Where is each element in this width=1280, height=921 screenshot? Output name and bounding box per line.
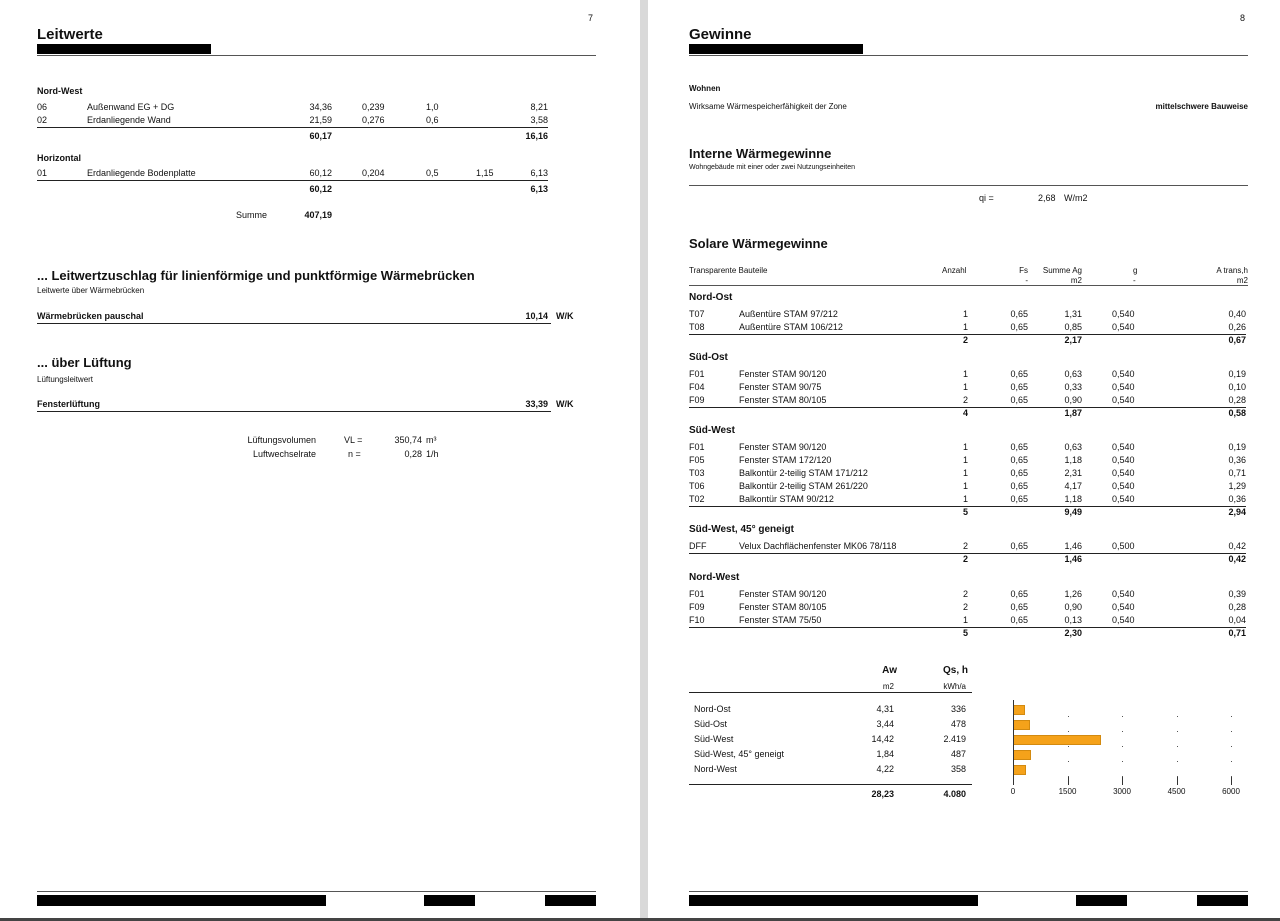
axis-tick	[1231, 777, 1232, 785]
summary-aw: 4,31	[876, 704, 894, 714]
sum-total-aw: 28,23	[871, 789, 894, 799]
sum-total-qs: 4.080	[943, 789, 966, 799]
row-name: Erdanliegende Bodenplatte	[87, 168, 196, 178]
grid-dot	[1177, 776, 1178, 777]
page-7	[0, 0, 640, 918]
row-count: 2	[962, 395, 968, 405]
row-name: Fenster STAM 80/105	[739, 602, 827, 612]
row-code: F09	[689, 395, 705, 405]
grid-dot	[1122, 761, 1123, 762]
page-8	[648, 0, 1280, 918]
row-g: 0,540	[1112, 455, 1135, 465]
grid-dot	[1122, 776, 1123, 777]
group-total-ag: 1,46	[1064, 554, 1082, 564]
row-code: T06	[689, 481, 705, 491]
row-code: F05	[689, 455, 705, 465]
row-area: 21,59	[309, 115, 332, 125]
row-name: Fenster STAM 90/120	[739, 369, 827, 379]
col-header-ag-unit: m2	[1070, 276, 1082, 285]
summary-qs: 2.419	[943, 734, 966, 744]
row-code: F04	[689, 382, 705, 392]
divider	[37, 127, 548, 128]
air-change-value: 0,28	[404, 449, 422, 459]
row-label: Wärmebrücken pauschal	[37, 311, 144, 321]
section-title: Solare Wärmegewinne	[689, 236, 828, 251]
grid-dot	[1177, 731, 1178, 732]
col-header-g: g	[1133, 266, 1138, 275]
page-title: Leitwerte	[37, 26, 103, 43]
grid-dot	[1231, 761, 1232, 762]
footer-divider	[37, 891, 596, 892]
volume-unit: m³	[426, 435, 437, 445]
col-header-ag: Summe Ag	[1042, 266, 1082, 275]
grid-dot	[1231, 716, 1232, 717]
group-total-count: 4	[962, 408, 968, 418]
summary-qs: 487	[950, 749, 966, 759]
divider	[689, 692, 972, 693]
row-code: T08	[689, 322, 705, 332]
footer-divider	[689, 891, 1248, 892]
row-fs: 0,65	[1010, 309, 1028, 319]
row-count: 2	[962, 602, 968, 612]
group-total-area: 60,17	[309, 131, 332, 141]
row-leitwert: 8,21	[530, 102, 548, 112]
air-change-unit: 1/h	[426, 449, 439, 459]
summary-orientation: Nord-Ost	[694, 704, 731, 714]
row-name: Fenster STAM 90/120	[739, 442, 827, 452]
grid-dot	[1068, 746, 1069, 747]
row-fs: 0,65	[1010, 481, 1028, 491]
row-fs: 0,65	[1010, 455, 1028, 465]
group-total-ag: 2,17	[1064, 335, 1082, 345]
row-name: Außenwand EG + DG	[87, 102, 175, 112]
grid-dot	[1068, 776, 1069, 777]
row-atrans: 0,10	[1228, 382, 1246, 392]
summary-orientation: Süd-West, 45° geneigt	[694, 749, 784, 759]
divider	[37, 55, 596, 56]
row-fs: 0,65	[1010, 395, 1028, 405]
row-fs: 0,65	[1010, 615, 1028, 625]
row-g: 0,540	[1112, 442, 1135, 452]
grid-dot	[1122, 746, 1123, 747]
row-fs: 0,65	[1010, 589, 1028, 599]
section-title: ... Leitwertzuschlag für linienförmige und punktförmige Wärmebrücken	[37, 268, 475, 283]
row-code: F10	[689, 615, 705, 625]
divider	[37, 323, 551, 324]
chart-bar	[1013, 735, 1101, 745]
page-title: Gewinne	[689, 26, 752, 43]
grid-dot	[1122, 716, 1123, 717]
col-header-g-unit: -	[1133, 276, 1136, 285]
axis-tick	[1122, 777, 1123, 785]
row-atrans: 0,36	[1228, 455, 1246, 465]
air-change-label: Luftwechselrate	[252, 449, 316, 459]
row-count: 1	[962, 309, 968, 319]
group-total-atrans: 0,58	[1228, 408, 1246, 418]
row-u: 0,204	[362, 168, 385, 178]
grid-dot	[1231, 731, 1232, 732]
group-heading: Süd-West, 45° geneigt	[689, 524, 794, 535]
divider	[37, 411, 551, 412]
row-unit: W/K	[556, 311, 574, 321]
row-code: F01	[689, 442, 705, 452]
row-g: 0,500	[1112, 541, 1135, 551]
row-code: F01	[689, 589, 705, 599]
section-title: Interne Wärmegewinne	[689, 146, 832, 161]
row-atrans: 0,19	[1228, 442, 1246, 452]
divider	[689, 55, 1248, 56]
row-atrans: 0,28	[1228, 395, 1246, 405]
chart-bar	[1013, 705, 1025, 715]
row-name: Außentüre STAM 97/212	[739, 309, 838, 319]
row-count: 1	[962, 494, 968, 504]
axis-tick	[1177, 777, 1178, 785]
group-total-atrans: 2,94	[1228, 507, 1246, 517]
col-header-atrans-unit: m2	[1236, 276, 1248, 285]
summary-qs: 336	[950, 704, 966, 714]
summary-orientation: Süd-Ost	[694, 719, 728, 729]
row-count: 1	[962, 468, 968, 478]
row-count: 1	[962, 481, 968, 491]
summary-aw: 4,22	[876, 764, 894, 774]
row-u: 0,276	[362, 115, 385, 125]
divider	[689, 285, 1248, 286]
row-label: Fensterlüftung	[37, 399, 100, 409]
row-leitwert: 3,58	[530, 115, 548, 125]
group-heading: Nord-West	[689, 572, 740, 583]
row-name: Balkontür 2-teilig STAM 261/220	[739, 481, 868, 491]
chart-bar	[1013, 750, 1031, 760]
col-header-fs: Fs	[1019, 266, 1028, 275]
group-total-count: 2	[962, 335, 968, 345]
row-name: Fenster STAM 80/105	[739, 395, 827, 405]
group-total-count: 2	[962, 554, 968, 564]
row-f: 0,6	[426, 115, 439, 125]
row-atrans: 0,39	[1228, 589, 1246, 599]
row-area: 34,36	[309, 102, 332, 112]
summary-aw: 3,44	[876, 719, 894, 729]
row-value: 33,39	[525, 399, 548, 409]
row-area: 60,12	[309, 168, 332, 178]
row-atrans: 0,36	[1228, 494, 1246, 504]
row-ag: 0,63	[1064, 369, 1082, 379]
volume-label: Lüftungsvolumen	[247, 435, 316, 445]
group-total-ag: 1,87	[1064, 408, 1082, 418]
row-atrans: 0,42	[1228, 541, 1246, 551]
row-ag: 1,26	[1064, 589, 1082, 599]
row-code: 06	[37, 102, 48, 112]
summary-orientation: Süd-West	[694, 734, 734, 744]
row-ag: 0,13	[1064, 615, 1082, 625]
storage-value: mittelschwere Bauweise	[1155, 102, 1248, 111]
row-ag: 2,31	[1064, 468, 1082, 478]
group-total-area: 60,12	[309, 184, 332, 194]
axis-line	[1013, 700, 1014, 785]
chart-bar	[1013, 720, 1030, 730]
col-header-fs-unit: -	[1025, 276, 1028, 285]
row-unit: W/K	[556, 399, 574, 409]
row-atrans: 0,19	[1228, 369, 1246, 379]
row-code: F09	[689, 602, 705, 612]
row-fs: 0,65	[1010, 494, 1028, 504]
footer-redaction	[1197, 895, 1248, 906]
row-name: Balkontür 2-teilig STAM 171/212	[739, 468, 868, 478]
sum-col-qs-unit: kWh/a	[943, 682, 966, 691]
group-total-leitwert: 6,13	[530, 184, 548, 194]
row-g: 0,540	[1112, 382, 1135, 392]
summary-qs: 478	[950, 719, 966, 729]
row-code: 01	[37, 168, 48, 178]
row-name: Fenster STAM 75/50	[739, 615, 822, 625]
sum-col-qs: Qs, h	[942, 665, 968, 676]
row-g: 0,540	[1112, 481, 1135, 491]
row-atrans: 0,26	[1228, 322, 1246, 332]
section-subtitle: Wohngebäude mit einer oder zwei Nutzungseinheiten	[689, 164, 856, 171]
row-name: Fenster STAM 90/75	[739, 382, 822, 392]
sum-col-aw: Aw	[882, 665, 897, 676]
summe-value: 407,19	[304, 210, 332, 220]
grid-dot	[1122, 731, 1123, 732]
volume-value: 350,74	[394, 435, 422, 445]
group-heading: Nord-West	[37, 86, 83, 96]
group-total-atrans: 0,67	[1228, 335, 1246, 345]
air-change-symbol: n =	[348, 449, 361, 459]
group-total-atrans: 0,71	[1228, 628, 1246, 638]
row-ag: 0,90	[1064, 602, 1082, 612]
axis-tick-label: 3000	[1113, 787, 1131, 796]
summary-aw: 1,84	[876, 749, 894, 759]
grid-dot	[1231, 776, 1232, 777]
row-ag: 4,17	[1064, 481, 1082, 491]
row-name: Fenster STAM 172/120	[739, 455, 832, 465]
storage-label: Wirksame Wärmespeicherfähigkeit der Zone	[689, 102, 847, 111]
qi-value: 2,68	[1038, 193, 1056, 203]
page-number: 7	[588, 13, 594, 23]
axis-tick-label: 0	[1010, 787, 1016, 796]
redaction-bar	[689, 44, 863, 54]
group-heading: Horizontal	[37, 153, 81, 163]
summary-orientation: Nord-West	[694, 764, 737, 774]
row-name: Balkontür STAM 90/212	[739, 494, 834, 504]
divider	[37, 180, 548, 181]
group-total-ag: 2,30	[1064, 628, 1082, 638]
row-atrans: 0,28	[1228, 602, 1246, 612]
row-count: 1	[962, 455, 968, 465]
row-g: 0,540	[1112, 589, 1135, 599]
row-count: 1	[962, 615, 968, 625]
row-f: 1,0	[426, 102, 439, 112]
axis-tick-label: 1500	[1058, 787, 1077, 796]
col-header-bauteile: Transparente Bauteile	[689, 266, 768, 275]
group-total-atrans: 0,42	[1228, 554, 1246, 564]
summary-aw: 14,42	[871, 734, 894, 744]
grid-dot	[1231, 746, 1232, 747]
row-value: 10,14	[525, 311, 548, 321]
col-header-atrans: A trans,h	[1216, 266, 1248, 275]
row-g: 0,540	[1112, 602, 1135, 612]
group-total-count: 5	[962, 628, 968, 638]
row-code: F01	[689, 369, 705, 379]
footer-redaction	[37, 895, 326, 906]
summe-label: Summe	[236, 210, 268, 220]
grid-dot	[1068, 716, 1069, 717]
row-ag: 1,46	[1064, 541, 1082, 551]
row-g: 0,540	[1112, 369, 1135, 379]
page-number: 8	[1240, 13, 1246, 23]
row-ag: 0,63	[1064, 442, 1082, 452]
row-fs: 0,65	[1010, 541, 1028, 551]
sum-col-aw-unit: m2	[882, 682, 894, 691]
redaction-bar	[37, 44, 211, 54]
grid-dot	[1068, 761, 1069, 762]
row-g: 0,540	[1112, 615, 1135, 625]
row-g: 0,540	[1112, 395, 1135, 405]
row-code: T02	[689, 494, 705, 504]
row-ag: 0,85	[1064, 322, 1082, 332]
footer-redaction	[545, 895, 596, 906]
qi-label: qi =	[979, 193, 994, 203]
group-total-leitwert: 16,16	[525, 131, 548, 141]
row-count: 2	[962, 589, 968, 599]
row-code: 02	[37, 115, 48, 125]
row-name: Fenster STAM 90/120	[739, 589, 827, 599]
row-x: 1,15	[476, 168, 494, 178]
section-title: ... über Lüftung	[37, 355, 132, 370]
row-fs: 0,65	[1010, 382, 1028, 392]
chart-bar	[1013, 765, 1026, 775]
group-heading: Süd-Ost	[689, 352, 728, 363]
row-fs: 0,65	[1010, 602, 1028, 612]
row-name: Velux Dachflächenfenster MK06 78/118	[739, 541, 897, 551]
row-fs: 0,65	[1010, 468, 1028, 478]
group-heading: Nord-Ost	[689, 292, 733, 303]
grid-dot	[1068, 731, 1069, 732]
axis-tick-label: 4500	[1167, 787, 1186, 796]
row-ag: 1,31	[1064, 309, 1082, 319]
row-g: 0,540	[1112, 468, 1135, 478]
row-count: 1	[962, 322, 968, 332]
axis-tick	[1068, 777, 1069, 785]
row-fs: 0,65	[1010, 322, 1028, 332]
row-fs: 0,65	[1010, 369, 1028, 379]
axis-tick-label: 6000	[1222, 787, 1240, 796]
row-atrans: 0,40	[1228, 309, 1246, 319]
row-ag: 0,90	[1064, 395, 1082, 405]
group-total-count: 5	[962, 507, 968, 517]
row-leitwert: 6,13	[530, 168, 548, 178]
grid-dot	[1177, 761, 1178, 762]
row-f: 0,5	[426, 168, 439, 178]
footer-redaction	[1076, 895, 1127, 906]
row-u: 0,239	[362, 102, 385, 112]
grid-dot	[1177, 746, 1178, 747]
section-subtitle: Leitwerte über Wärmebrücken	[37, 286, 145, 295]
row-count: 2	[962, 541, 968, 551]
row-count: 1	[962, 369, 968, 379]
summary-qs: 358	[950, 764, 966, 774]
row-atrans: 1,29	[1228, 481, 1246, 491]
row-g: 0,540	[1112, 309, 1135, 319]
footer-redaction	[424, 895, 475, 906]
row-fs: 0,65	[1010, 442, 1028, 452]
row-atrans: 0,04	[1228, 615, 1246, 625]
row-g: 0,540	[1112, 494, 1135, 504]
row-code: DFF	[689, 541, 707, 551]
zone-label: Wohnen	[689, 84, 721, 93]
divider	[689, 784, 972, 785]
group-total-ag: 9,49	[1064, 507, 1082, 517]
row-name: Außentüre STAM 106/212	[739, 322, 843, 332]
row-g: 0,540	[1112, 322, 1135, 332]
group-heading: Süd-West	[689, 425, 735, 436]
volume-symbol: VL =	[344, 435, 363, 445]
row-code: T03	[689, 468, 705, 478]
footer-redaction	[689, 895, 978, 906]
row-ag: 1,18	[1064, 494, 1082, 504]
row-code: T07	[689, 309, 705, 319]
grid-dot	[1177, 716, 1178, 717]
row-count: 1	[962, 382, 968, 392]
row-count: 1	[962, 442, 968, 452]
divider	[689, 185, 1248, 186]
section-subtitle: Lüftungsleitwert	[37, 375, 94, 384]
col-header-anzahl: Anzahl	[942, 266, 967, 275]
row-atrans: 0,71	[1228, 468, 1246, 478]
row-ag: 0,33	[1064, 382, 1082, 392]
qi-unit: W/m2	[1064, 193, 1088, 203]
row-ag: 1,18	[1064, 455, 1082, 465]
row-name: Erdanliegende Wand	[87, 115, 171, 125]
